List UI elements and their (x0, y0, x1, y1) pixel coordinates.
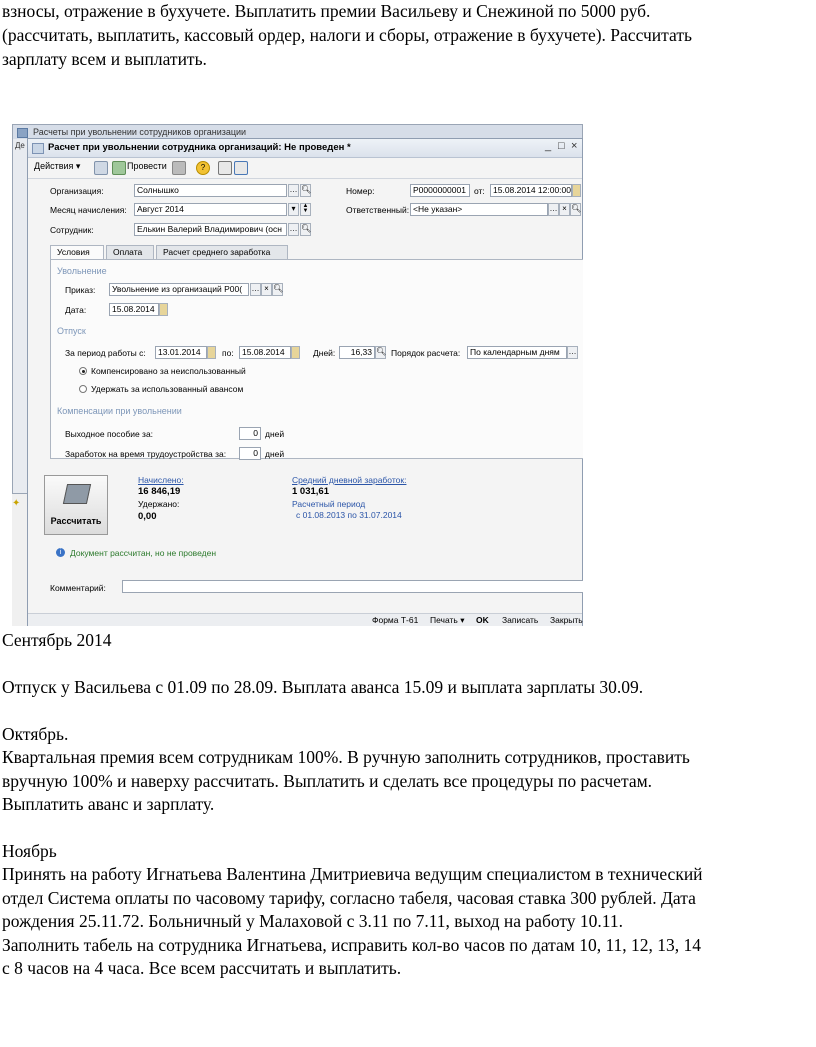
organization-field[interactable]: Солнышко (134, 184, 287, 197)
period-from-calendar-icon[interactable] (207, 346, 216, 359)
order-select-button[interactable]: … (250, 283, 261, 296)
avg-earnings-link[interactable]: Средний дневной заработок: (292, 475, 407, 485)
section-compensation: Компенсации при увольнении (57, 406, 182, 416)
period-from-field[interactable]: 13.01.2014 (155, 346, 207, 359)
calc-period-value: с 01.08.2013 по 31.07.2014 (296, 510, 402, 520)
accrued-link[interactable]: Начислено: (138, 475, 184, 485)
responsible-label: Ответственный: (346, 205, 410, 215)
tab-average-earnings[interactable]: Расчет среднего заработка (156, 245, 288, 259)
organization-label: Организация: (50, 186, 104, 196)
unpost-icon[interactable] (172, 161, 186, 175)
intro-line-2: (рассчитать, выплатить, кассовый ордер, налоги и сборы, отражение в бухучете). Рассчитать (2, 25, 692, 45)
organization-select-button[interactable]: … (288, 184, 299, 197)
employee-label: Сотрудник: (50, 225, 94, 235)
date-field[interactable]: 15.08.2014 (109, 303, 159, 316)
dismissal-window (27, 138, 583, 626)
radio-withhold-label: Удержать за использованный авансом (91, 384, 244, 394)
bottom-button-bar (28, 613, 582, 626)
window-title: Расчет при увольнении сотрудника организаций: Не проведен * (48, 142, 351, 153)
maximize-button[interactable]: □ (558, 140, 565, 152)
section-vacation: Отпуск (57, 326, 86, 336)
employee-search-icon[interactable]: 🔍︎ (300, 223, 311, 236)
embedded-screenshot (12, 124, 583, 626)
radio-withhold[interactable] (79, 385, 87, 393)
comment-label: Комментарий: (50, 583, 106, 593)
responsible-search-icon[interactable]: 🔍︎ (570, 203, 581, 216)
severance-label: Выходное пособие за: (65, 429, 154, 439)
responsible-clear-icon[interactable]: × (559, 203, 570, 216)
october-line-2: вручную 100% и наверху рассчитать. Выплатить и сделать все процедуры по расчетам. (2, 771, 653, 791)
november-heading: Ноябрь (2, 841, 57, 861)
order-label: Приказ: (65, 285, 96, 295)
employment-unit: дней (265, 449, 285, 459)
close-button[interactable]: × (571, 140, 578, 152)
employee-field[interactable]: Елькин Валерий Владимирович (осн (134, 223, 287, 236)
print-button[interactable]: Печать ▾ (430, 615, 465, 625)
post-icon[interactable] (112, 161, 126, 175)
actions-menu[interactable]: Действия ▾ (34, 161, 81, 171)
days-field[interactable]: 16,33 (339, 346, 375, 359)
withheld-value: 0,00 (138, 511, 157, 522)
calc-period-label: Расчетный период (292, 499, 366, 509)
ok-button[interactable]: OK (476, 615, 489, 625)
responsible-field[interactable]: <Не указан> (410, 203, 548, 216)
calc-order-select-button[interactable]: … (567, 346, 578, 359)
days-search-icon[interactable]: 🔍︎ (375, 346, 386, 359)
order-search-icon[interactable]: 🔍︎ (272, 283, 283, 296)
tab-payment[interactable]: Оплата (106, 245, 154, 259)
month-field[interactable]: Август 2014 (134, 203, 287, 216)
minimize-button[interactable]: _ (545, 140, 552, 152)
severance-field[interactable]: 0 (239, 427, 261, 440)
close-form-button[interactable]: Закрыть (550, 615, 583, 625)
post-button[interactable]: Провести (127, 161, 167, 171)
copy-icon[interactable] (94, 161, 108, 175)
date-label: Дата: (65, 305, 87, 315)
info-icon: i (56, 548, 65, 557)
november-line-4: Заполнить табель на сотрудника Игнатьева, исправить кол-во часов по датам 10, 11, 12, 13, 14 (2, 935, 702, 955)
calendar-icon[interactable] (572, 184, 581, 197)
november-line-3: рождения 25.11.72. Больничный у Малаховой с 3.11 по 7.11, выход на работу 10.11. (2, 911, 624, 931)
date-from-label: от: (474, 186, 485, 196)
october-heading: Октябрь. (2, 724, 69, 744)
month-dropdown-icon[interactable]: ▾ (288, 203, 299, 216)
employment-label: Заработок на время трудоустройства за: (65, 449, 227, 459)
order-field[interactable]: Увольнение из организаций Р00( (109, 283, 249, 296)
structure-icon[interactable] (234, 161, 248, 175)
days-label: Дней: (313, 348, 336, 358)
info-message: Документ рассчитан, но не проведен (70, 548, 217, 558)
form-t61-button[interactable]: Форма Т-61 (372, 615, 419, 625)
period-from-label: За период работы с: (65, 348, 146, 358)
background-window-title: Расчеты при увольнении сотрудников организации (13, 125, 582, 139)
save-button[interactable]: Записать (502, 615, 539, 625)
severance-unit: дней (265, 429, 285, 439)
september-heading: Сентябрь 2014 (2, 630, 112, 650)
period-to-field[interactable]: 15.08.2014 (239, 346, 291, 359)
withheld-label: Удержано: (138, 499, 180, 509)
number-field[interactable]: Р0000000001 (410, 184, 470, 197)
calc-order-label: Порядок расчета: (391, 348, 461, 358)
background-window-menu: Де (15, 141, 25, 150)
responsible-select-button[interactable]: … (548, 203, 559, 216)
section-dismissal: Увольнение (57, 266, 107, 276)
employee-select-button[interactable]: … (288, 223, 299, 236)
calc-order-field[interactable]: По календарным дням (467, 346, 567, 359)
document-icon (32, 143, 44, 154)
november-line-2: отдел Система оплаты по часовому тарифу, согласно табеля, часовая ставка 300 рублей. Дата (2, 888, 696, 908)
month-label: Месяц начисления: (50, 205, 127, 215)
october-line-1: Квартальная премия всем сотрудникам 100%. В ручную заполнить сотрудников, проставить (2, 747, 690, 767)
calculate-button[interactable] (44, 475, 108, 535)
calculator-icon (63, 484, 91, 504)
list-icon[interactable] (218, 161, 232, 175)
month-stepper[interactable]: ▲ ▼ (300, 203, 311, 216)
accrued-value: 16 846,19 (138, 486, 181, 497)
number-label: Номер: (346, 186, 375, 196)
order-clear-icon[interactable]: × (261, 283, 272, 296)
period-to-label: по: (222, 348, 234, 358)
intro-line-1: взносы, отражение в бухучете. Выплатить премии Васильеву и Снежиной по 5000 руб. (2, 1, 651, 21)
employment-field[interactable]: 0 (239, 447, 261, 460)
toolbar (28, 158, 582, 179)
radio-compensated[interactable] (79, 367, 87, 375)
october-line-3: Выплатить аванс и зарплату. (2, 794, 215, 814)
november-line-5: с 8 часов на 4 часа. Все всем рассчитать и выплатить. (2, 958, 402, 978)
help-icon[interactable]: ? (196, 161, 210, 175)
avg-earnings-value: 1 031,61 (292, 486, 329, 497)
window-titlebar (28, 139, 582, 158)
comment-field[interactable] (122, 580, 583, 593)
date-calendar-icon[interactable] (159, 303, 168, 316)
conditions-panel (50, 259, 583, 459)
tree-icon: ✦ (12, 498, 21, 509)
november-line-1: Принять на работу Игнатьева Валентина Дмитриевича ведущим специалистом в технический (2, 864, 703, 884)
radio-compensated-label: Компенсировано за неиспользованный (91, 366, 246, 376)
period-to-calendar-icon[interactable] (291, 346, 300, 359)
tab-conditions[interactable]: Условия (50, 245, 104, 260)
organization-search-icon[interactable]: 🔍︎ (300, 184, 311, 197)
date-from-field[interactable]: 15.08.2014 12:00:00 (490, 184, 572, 197)
calculate-button-label: Рассчитать (50, 516, 102, 526)
september-text: Отпуск у Васильева с 01.09 по 28.09. Выплата аванса 15.09 и выплата зарплаты 30.09. (2, 677, 644, 697)
intro-line-3: зарплату всем и выплатить. (2, 49, 207, 69)
